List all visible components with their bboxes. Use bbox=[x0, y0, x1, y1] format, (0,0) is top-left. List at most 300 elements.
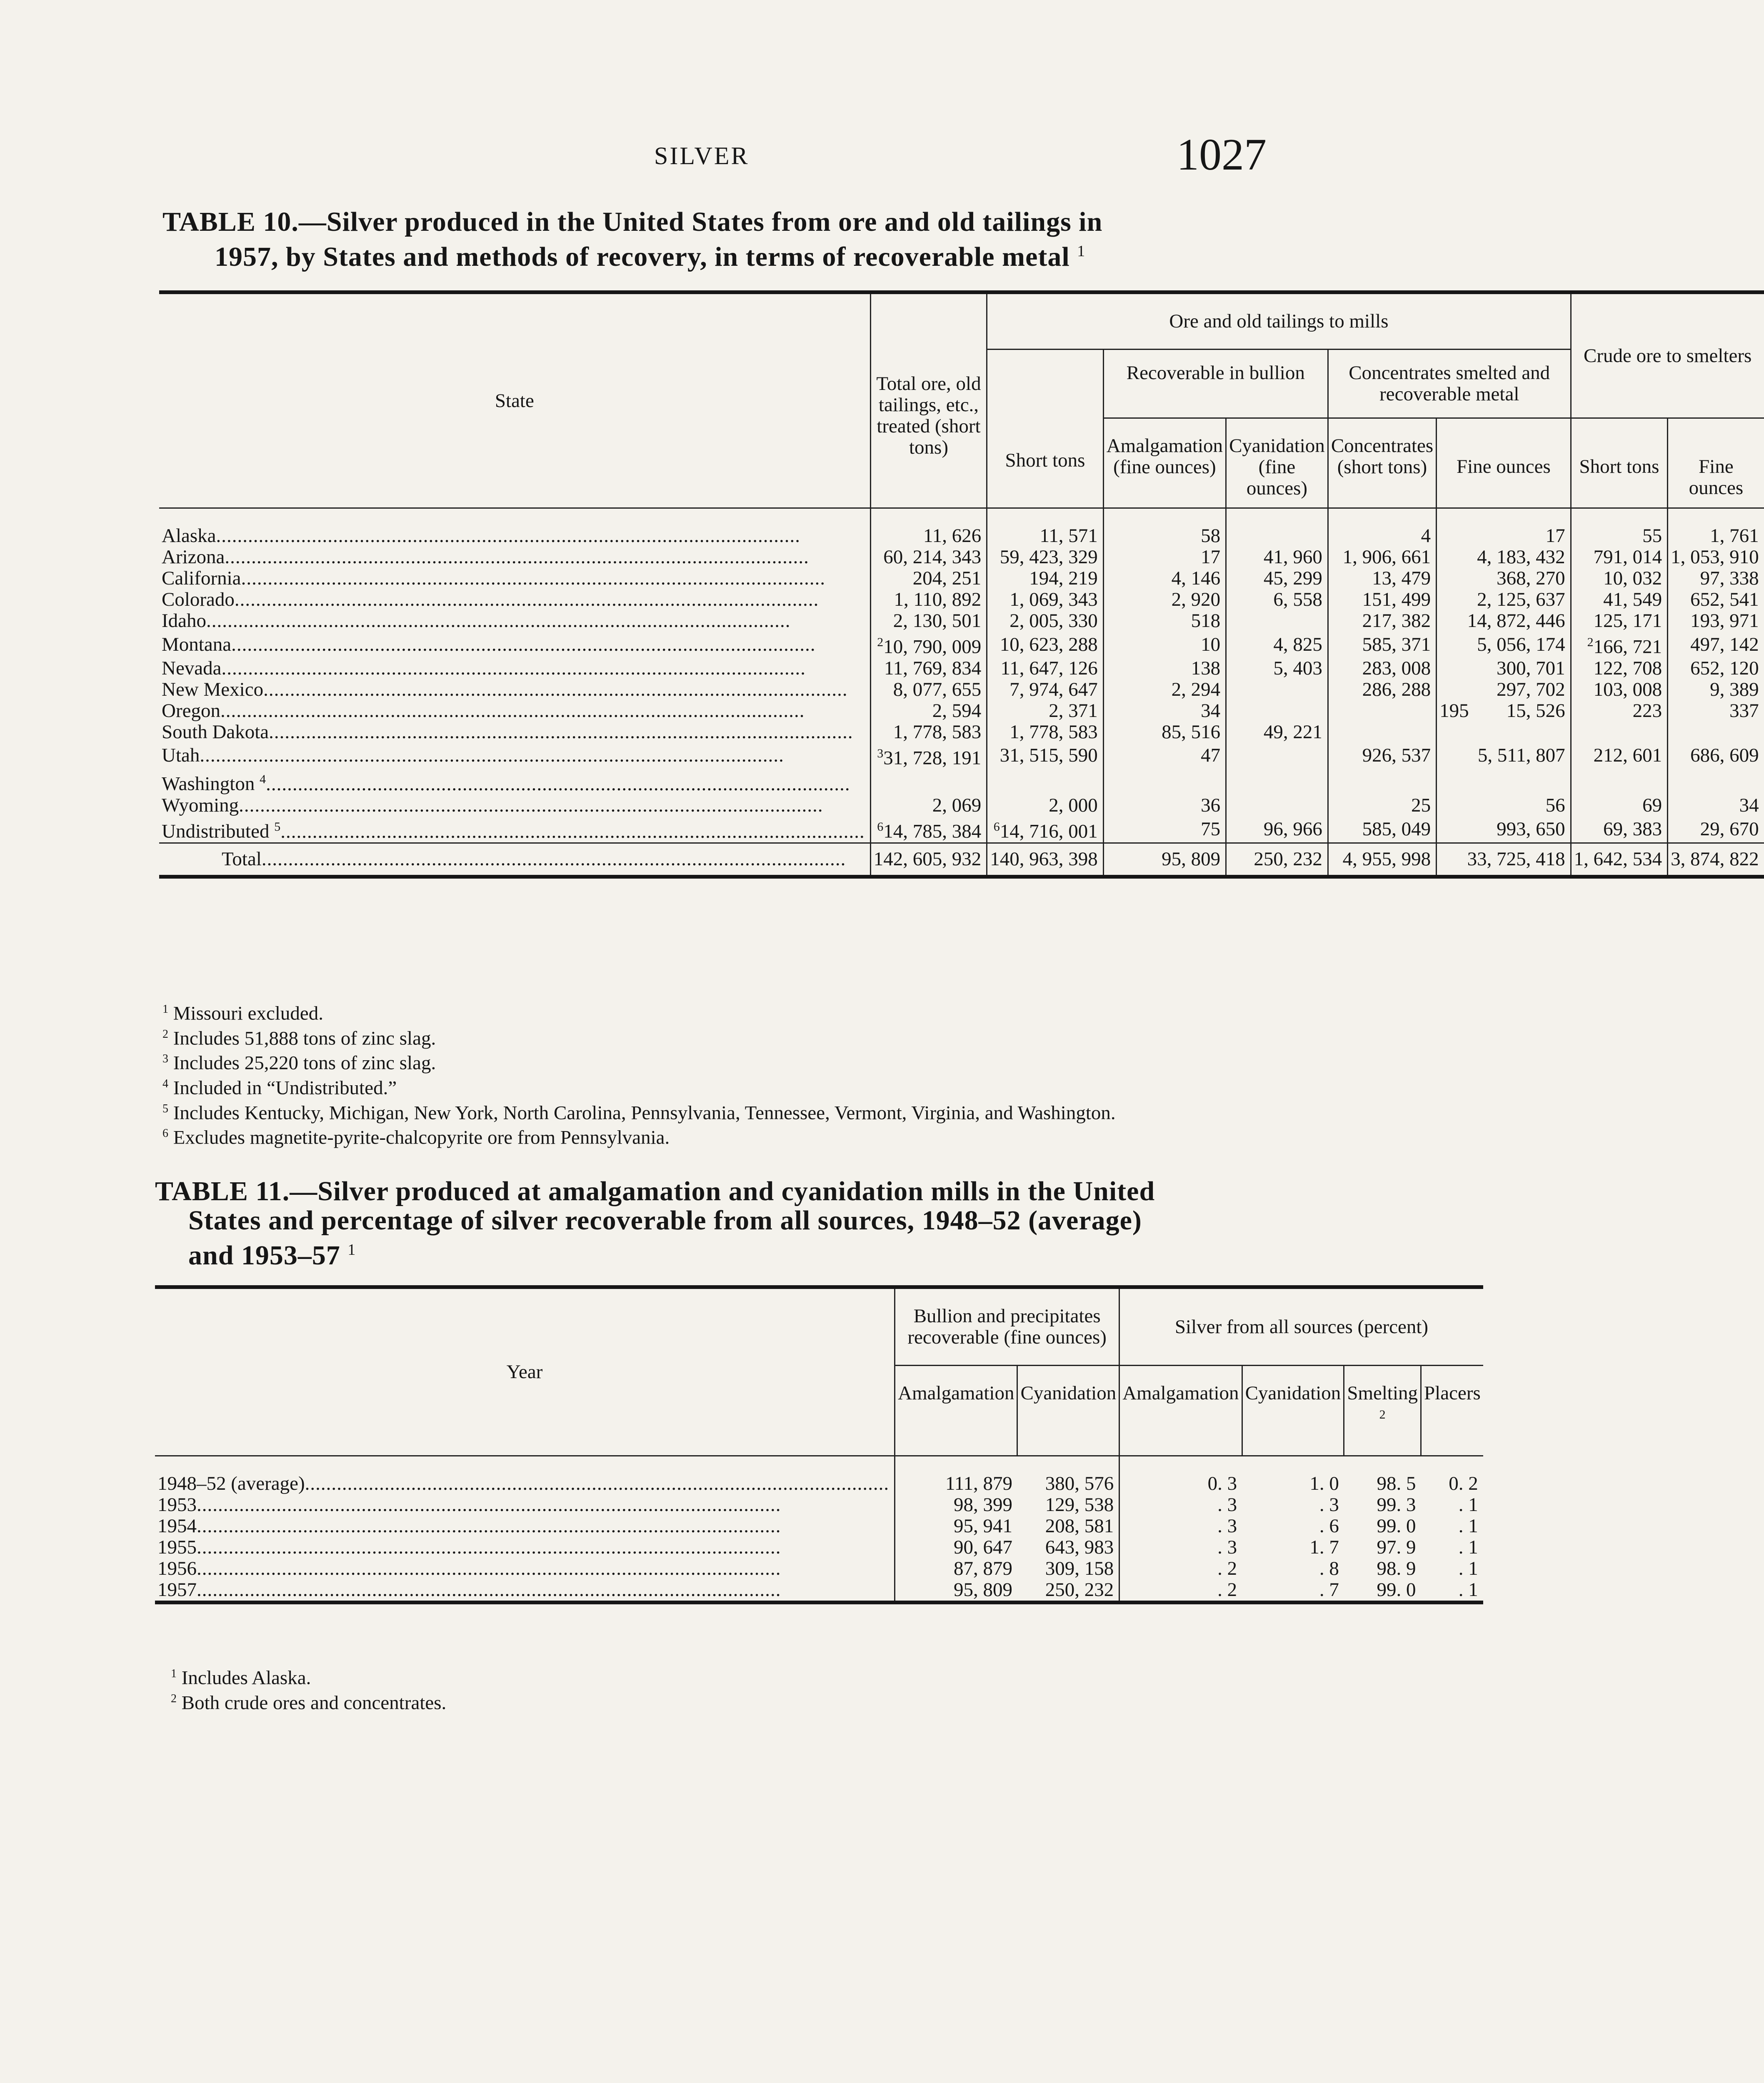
bullion-cyanidation-cell-value: 380, 576 bbox=[1045, 1472, 1114, 1494]
table-row bbox=[159, 632, 1764, 658]
short-tons-cell bbox=[987, 743, 1104, 769]
crude-short-tons-cell bbox=[1571, 743, 1668, 769]
crude-short-tons-cell bbox=[1571, 589, 1668, 610]
bullion-cyanidation-cell-value: 309, 158 bbox=[1045, 1557, 1114, 1579]
footnote bbox=[162, 1074, 1262, 1099]
amalgamation-cell-value: 85, 516 bbox=[1162, 721, 1221, 743]
state-name: Utah bbox=[162, 744, 200, 767]
state-name: Wyoming bbox=[162, 794, 239, 816]
short-tons-cell bbox=[987, 547, 1104, 568]
table-11-caption-line-3 bbox=[155, 1235, 1263, 1270]
concentrates-cell-value: 286, 288 bbox=[1362, 678, 1431, 700]
total-fine-ounces: 33, 725, 418 bbox=[1437, 843, 1571, 877]
table-row bbox=[155, 1456, 1483, 1494]
table-10-caption-line-1: TABLE 10.—Silver produced in the United States from ore and old tailings in bbox=[162, 207, 1103, 237]
bullion-amalgamation-cell-value: 87, 879 bbox=[953, 1557, 1012, 1579]
pct-cyanidation-cell-value: . 3 bbox=[1319, 1494, 1339, 1516]
cyanidation-cell bbox=[1226, 795, 1328, 816]
short-tons-cell bbox=[987, 700, 1104, 722]
short-tons-cell-value: 14, 716, 001 bbox=[999, 820, 1098, 842]
state-label bbox=[162, 769, 865, 795]
fine-ounces-cell bbox=[1437, 769, 1571, 795]
crude-fine-ounces-cell-value: 34 bbox=[1739, 794, 1759, 816]
state-cell bbox=[159, 700, 870, 722]
fine-ounces-cell bbox=[1437, 508, 1571, 547]
year-cell bbox=[155, 1558, 895, 1579]
table-row bbox=[159, 568, 1764, 589]
total-crude-fine-ounces: 3, 874, 822 bbox=[1668, 843, 1764, 877]
footnote bbox=[162, 1123, 1262, 1148]
fine-ounces-cell-value: 297, 702 bbox=[1497, 678, 1565, 700]
year-label bbox=[157, 1537, 889, 1558]
crude-fine-ounces-cell-value: 686, 609 bbox=[1690, 744, 1759, 767]
page-header bbox=[158, 129, 1267, 180]
total-ore: 142, 605, 932 bbox=[870, 843, 987, 877]
table-row bbox=[155, 1494, 1483, 1516]
short-tons-cell bbox=[987, 589, 1104, 610]
pct-amalgamation-cell bbox=[1119, 1494, 1242, 1516]
amalgamation-cell bbox=[1103, 547, 1226, 568]
footnote bbox=[171, 1663, 837, 1688]
pct-amalgamation-cell-value: 0. 3 bbox=[1207, 1472, 1237, 1494]
state-name: Idaho bbox=[162, 610, 207, 632]
short-tons-cell-value: 59, 423, 329 bbox=[999, 546, 1098, 568]
smelting-footnote-mark: 2 bbox=[1379, 1408, 1386, 1421]
fine-ounces-cell bbox=[1437, 547, 1571, 568]
crude-short-tons-cell bbox=[1571, 679, 1668, 700]
fine-ounces-cell bbox=[1437, 568, 1571, 589]
table-row bbox=[155, 1516, 1483, 1537]
short-tons-cell bbox=[987, 722, 1104, 743]
total-ore-cell bbox=[870, 632, 987, 658]
state-cell bbox=[159, 547, 870, 568]
crude-fine-ounces-cell bbox=[1668, 700, 1764, 722]
cyanidation-cell bbox=[1226, 722, 1328, 743]
crude-short-tons-cell-value: 791, 014 bbox=[1593, 546, 1662, 568]
state-name: New Mexico bbox=[162, 678, 264, 700]
col-header-cyanidation: Cyanidation bbox=[1017, 1366, 1119, 1456]
fine-ounces-cell-value: 17 bbox=[1545, 525, 1565, 547]
short-tons-cell-value: 2, 005, 330 bbox=[1009, 610, 1098, 632]
crude-fine-ounces-cell-value: 9, 389 bbox=[1710, 678, 1759, 700]
fine-ounces-cell bbox=[1437, 795, 1571, 816]
crude-short-tons-cell-footnote-mark: 2 bbox=[1587, 635, 1594, 649]
table-11-body bbox=[155, 1456, 1483, 1602]
state-cell bbox=[159, 816, 870, 843]
year-label bbox=[157, 1494, 889, 1516]
crude-fine-ounces-cell-value: 29, 670 bbox=[1700, 818, 1759, 840]
amalgamation-cell-value: 518 bbox=[1191, 610, 1221, 632]
bullion-cyanidation-cell-value: 208, 581 bbox=[1045, 1515, 1114, 1537]
short-tons-cell-value: 7, 974, 647 bbox=[1009, 678, 1098, 700]
state-name: Nevada bbox=[162, 657, 222, 679]
total-ore-cell-value: 2, 130, 501 bbox=[893, 610, 982, 632]
total-ore-cell-value: 1, 778, 583 bbox=[893, 721, 982, 743]
cyanidation-cell bbox=[1226, 589, 1328, 610]
pct-amalgamation-cell-value: . 3 bbox=[1217, 1515, 1237, 1537]
total-ore-cell bbox=[870, 547, 987, 568]
total-ore-cell-value: 31, 728, 191 bbox=[883, 747, 982, 769]
short-tons-cell bbox=[987, 816, 1104, 843]
crude-short-tons-cell bbox=[1571, 769, 1668, 795]
table-row bbox=[159, 769, 1764, 795]
crude-short-tons-cell-value: 69 bbox=[1642, 794, 1662, 816]
running-title: SILVER bbox=[654, 142, 750, 170]
table-row bbox=[159, 679, 1764, 700]
total-amalgamation: 95, 809 bbox=[1103, 843, 1226, 877]
pct-amalgamation-cell-value: . 2 bbox=[1217, 1557, 1237, 1579]
pct-cyanidation-cell bbox=[1242, 1558, 1344, 1579]
state-label bbox=[162, 679, 865, 700]
pct-amalgamation-cell-value: . 3 bbox=[1217, 1494, 1237, 1516]
concentrates-cell bbox=[1328, 589, 1436, 610]
crude-fine-ounces-cell bbox=[1668, 589, 1764, 610]
total-ore-cell bbox=[870, 722, 987, 743]
col-header-crude-fine-ounces: Fine ounces bbox=[1668, 418, 1764, 508]
fine-ounces-cell-value: 56 bbox=[1545, 794, 1565, 816]
crude-short-tons-cell bbox=[1571, 816, 1668, 843]
concentrates-cell-value: 13, 479 bbox=[1372, 567, 1431, 589]
amalgamation-cell bbox=[1103, 722, 1226, 743]
year-cell bbox=[155, 1494, 895, 1516]
bullion-amalgamation-cell bbox=[895, 1516, 1017, 1537]
col-header-ore-to-mills: Ore and old tailings to mills bbox=[987, 292, 1571, 350]
state-label bbox=[162, 816, 865, 842]
year-name: 1953 bbox=[157, 1494, 197, 1516]
col-header-state: State bbox=[159, 292, 870, 508]
amalgamation-cell bbox=[1103, 816, 1226, 843]
concentrates-cell bbox=[1328, 658, 1436, 679]
crude-short-tons-cell-value: 103, 008 bbox=[1593, 678, 1662, 700]
bullion-amalgamation-cell-value: 111, 879 bbox=[945, 1472, 1012, 1494]
bullion-cyanidation-cell bbox=[1017, 1516, 1119, 1537]
table-10-caption-footnote-mark: 1 bbox=[1077, 242, 1086, 260]
crude-fine-ounces-cell-value: 652, 541 bbox=[1690, 589, 1759, 610]
pct-smelting-cell bbox=[1344, 1537, 1421, 1558]
pct-smelting-cell-value: 97. 9 bbox=[1377, 1536, 1416, 1558]
pct-cyanidation-cell-value: . 8 bbox=[1319, 1557, 1339, 1579]
year-name: 1954 bbox=[157, 1515, 197, 1537]
short-tons-cell-value: 11, 571 bbox=[1039, 525, 1098, 547]
pct-cyanidation-cell-value: . 7 bbox=[1319, 1578, 1339, 1601]
pct-placers-cell-value: . 1 bbox=[1458, 1536, 1478, 1558]
year-name: 1957 bbox=[157, 1578, 197, 1601]
concentrates-cell bbox=[1328, 795, 1436, 816]
total-ore-cell bbox=[870, 743, 987, 769]
table-row bbox=[155, 1558, 1483, 1579]
state-label bbox=[162, 658, 865, 679]
bullion-amalgamation-cell bbox=[895, 1456, 1017, 1494]
pct-cyanidation-cell bbox=[1242, 1456, 1344, 1494]
total-ore-cell-value: 10, 790, 009 bbox=[883, 636, 982, 658]
amalgamation-cell bbox=[1103, 568, 1226, 589]
total-ore-cell bbox=[870, 610, 987, 632]
fine-ounces-cell-value: 4, 183, 432 bbox=[1477, 546, 1565, 568]
pct-placers-cell bbox=[1421, 1494, 1483, 1516]
fine-ounces-cell bbox=[1437, 816, 1571, 843]
table-row bbox=[159, 658, 1764, 679]
pct-amalgamation-cell bbox=[1119, 1456, 1242, 1494]
table-10-footnotes bbox=[162, 999, 1262, 1148]
concentrates-cell bbox=[1328, 816, 1436, 843]
short-tons-cell bbox=[987, 658, 1104, 679]
state-cell bbox=[159, 508, 870, 547]
amalgamation-cell-value: 36 bbox=[1201, 794, 1221, 816]
pct-cyanidation-cell-value: 1. 7 bbox=[1309, 1536, 1339, 1558]
year-cell bbox=[155, 1456, 895, 1494]
pct-amalgamation-cell bbox=[1119, 1516, 1242, 1537]
state-name: Alaska bbox=[162, 525, 216, 547]
crude-short-tons-cell-value: 166, 721 bbox=[1593, 636, 1662, 658]
amalgamation-cell-value: 75 bbox=[1201, 818, 1221, 840]
state-name: South Dakota bbox=[162, 721, 269, 743]
table-row bbox=[155, 1579, 1483, 1603]
total-ore-cell bbox=[870, 795, 987, 816]
total-short-tons: 140, 963, 398 bbox=[987, 843, 1104, 877]
short-tons-cell-value: 1, 778, 583 bbox=[1009, 721, 1098, 743]
pct-placers-cell bbox=[1421, 1558, 1483, 1579]
table-row bbox=[159, 743, 1764, 769]
table-11-caption-line-2: States and percentage of silver recoverable from all sources, 1948–52 (average) bbox=[188, 1205, 1142, 1236]
col-header-total-ore: Total ore, old tailings, etc., treated (short tons) bbox=[870, 292, 987, 508]
total-ore-cell bbox=[870, 679, 987, 700]
total-ore-cell-value: 2, 069 bbox=[932, 794, 982, 816]
crude-fine-ounces-cell-value: 497, 142 bbox=[1690, 633, 1759, 655]
crude-fine-ounces-cell-value: 1, 761 bbox=[1710, 525, 1759, 547]
amalgamation-cell bbox=[1103, 769, 1226, 795]
fine-ounces-value: 195 bbox=[1439, 699, 1469, 722]
amalgamation-cell-value: 138 bbox=[1191, 657, 1221, 679]
state-label bbox=[162, 525, 865, 547]
concentrates-cell bbox=[1328, 679, 1436, 700]
cyanidation-cell-value: 49, 221 bbox=[1263, 721, 1322, 743]
short-tons-cell-value: 2, 000 bbox=[1049, 794, 1098, 816]
year-label bbox=[157, 1473, 889, 1494]
year-label bbox=[157, 1558, 889, 1579]
amalgamation-cell bbox=[1103, 589, 1226, 610]
concentrates-cell-value: 585, 371 bbox=[1362, 633, 1431, 655]
concentrates-cell bbox=[1328, 769, 1436, 795]
concentrates-cell bbox=[1328, 568, 1436, 589]
cyanidation-cell-value: 41, 960 bbox=[1263, 546, 1322, 568]
col-header-crude-ore: Crude ore to smelters bbox=[1571, 292, 1764, 418]
crude-fine-ounces-cell-value: 193, 971 bbox=[1690, 610, 1759, 632]
footnote-text: Includes Alaska. bbox=[181, 1667, 311, 1689]
state-cell bbox=[159, 679, 870, 700]
year-name: 1955 bbox=[157, 1536, 197, 1558]
crude-short-tons-cell bbox=[1571, 722, 1668, 743]
state-cell bbox=[159, 722, 870, 743]
pct-cyanidation-cell bbox=[1242, 1494, 1344, 1516]
bullion-cyanidation-cell bbox=[1017, 1494, 1119, 1516]
concentrates-cell bbox=[1328, 610, 1436, 632]
state-label bbox=[162, 745, 865, 766]
fine-ounces-cell-value: 2, 125, 637 bbox=[1477, 589, 1565, 610]
pct-amalgamation-cell-value: . 2 bbox=[1217, 1578, 1237, 1601]
pct-amalgamation-cell bbox=[1119, 1537, 1242, 1558]
state-name: Washington bbox=[162, 773, 255, 795]
crude-short-tons-cell bbox=[1571, 568, 1668, 589]
table-row bbox=[159, 508, 1764, 547]
pct-smelting-cell-value: 99. 3 bbox=[1377, 1494, 1416, 1516]
col-header-recoverable-bullion: Recoverable in bullion bbox=[1103, 350, 1328, 418]
concentrates-cell-value: 4 bbox=[1421, 525, 1431, 547]
table-10-caption bbox=[162, 207, 1267, 272]
crude-fine-ounces-cell bbox=[1668, 568, 1764, 589]
total-ore-cell bbox=[870, 568, 987, 589]
concentrates-cell-value: 1, 906, 661 bbox=[1342, 546, 1431, 568]
footnote-text: Included in “Undistributed.” bbox=[173, 1077, 397, 1099]
bullion-amalgamation-cell bbox=[895, 1537, 1017, 1558]
amalgamation-cell bbox=[1103, 700, 1226, 722]
bullion-amalgamation-cell bbox=[895, 1579, 1017, 1603]
short-tons-cell bbox=[987, 568, 1104, 589]
cyanidation-cell bbox=[1226, 547, 1328, 568]
pct-smelting-cell bbox=[1344, 1494, 1421, 1516]
crude-fine-ounces-cell bbox=[1668, 508, 1764, 547]
table-row bbox=[159, 700, 1764, 722]
total-ore-cell-value: 204, 251 bbox=[912, 567, 982, 589]
col-header-bullion: Bullion and precipitates recoverable (fine ounces) bbox=[895, 1287, 1119, 1366]
footnote bbox=[162, 1099, 1262, 1124]
cyanidation-cell bbox=[1226, 816, 1328, 843]
state-label bbox=[162, 568, 865, 589]
footnote-text: Excludes magnetite-pyrite-chalcopyrite ore from Pennsylvania. bbox=[173, 1126, 670, 1149]
pct-placers-cell-value: . 1 bbox=[1458, 1494, 1478, 1516]
fine-ounces-cell-value: 300, 701 bbox=[1497, 657, 1565, 679]
pct-smelting-cell-value: 99. 0 bbox=[1377, 1578, 1416, 1601]
short-tons-cell-value: 2, 371 bbox=[1049, 699, 1098, 722]
crude-short-tons-cell-value: 223 bbox=[1632, 699, 1662, 722]
concentrates-cell-value: 151, 499 bbox=[1362, 589, 1431, 610]
pct-placers-cell bbox=[1421, 1456, 1483, 1494]
footnote bbox=[162, 1049, 1262, 1074]
crude-fine-ounces-cell-value: 97, 338 bbox=[1700, 567, 1759, 589]
total-ore-cell-value: 11, 769, 834 bbox=[884, 657, 982, 679]
crude-short-tons-cell bbox=[1571, 632, 1668, 658]
col-header-pct-cyanidation: Cyanidation bbox=[1242, 1366, 1344, 1456]
crude-short-tons-cell bbox=[1571, 610, 1668, 632]
short-tons-cell-value: 1, 069, 343 bbox=[1009, 589, 1098, 610]
concentrates-cell-value: 926, 537 bbox=[1362, 744, 1431, 767]
concentrates-cell-value: 283, 008 bbox=[1362, 657, 1431, 679]
footnote-mark: 4 bbox=[162, 1077, 168, 1090]
state-cell bbox=[159, 743, 870, 769]
total-ore-cell bbox=[870, 816, 987, 843]
pct-cyanidation-cell bbox=[1242, 1579, 1344, 1603]
crude-short-tons-cell bbox=[1571, 547, 1668, 568]
short-tons-cell-value: 11, 647, 126 bbox=[1000, 657, 1098, 679]
crude-fine-ounces-cell-value: 1, 053, 910 bbox=[1671, 546, 1759, 568]
state-cell bbox=[159, 658, 870, 679]
amalgamation-cell-value: 47 bbox=[1201, 744, 1221, 767]
bullion-amalgamation-cell-value: 95, 941 bbox=[953, 1515, 1012, 1537]
total-ore-cell-footnote-mark: 3 bbox=[877, 746, 884, 760]
state-name: Montana bbox=[162, 633, 232, 655]
state-name: Colorado bbox=[162, 589, 235, 610]
fine-ounces-cell bbox=[1437, 658, 1571, 679]
crude-fine-ounces-cell bbox=[1668, 632, 1764, 658]
pct-cyanidation-cell-value: 1. 0 bbox=[1309, 1472, 1339, 1494]
footnote bbox=[162, 1024, 1262, 1049]
crude-fine-ounces-cell bbox=[1668, 610, 1764, 632]
amalgamation-cell bbox=[1103, 795, 1226, 816]
amalgamation-cell bbox=[1103, 658, 1226, 679]
amalgamation-cell bbox=[1103, 632, 1226, 658]
bullion-cyanidation-cell-value: 129, 538 bbox=[1045, 1494, 1114, 1516]
table-row bbox=[159, 589, 1764, 610]
amalgamation-cell-value: 34 bbox=[1201, 699, 1221, 722]
state-cell bbox=[159, 769, 870, 795]
footnote-mark: 5 bbox=[162, 1102, 168, 1115]
total-ore-cell bbox=[870, 769, 987, 795]
fine-ounces-cell bbox=[1437, 743, 1571, 769]
col-header-fine-ounces: Fine ounces bbox=[1437, 418, 1571, 508]
concentrates-cell bbox=[1328, 632, 1436, 658]
state-cell bbox=[159, 795, 870, 816]
concentrates-cell bbox=[1328, 700, 1436, 722]
fine-ounces-cell bbox=[1437, 722, 1571, 743]
fine-ounces-cell-value: 368, 270 bbox=[1497, 567, 1565, 589]
table-10 bbox=[159, 290, 1764, 879]
concentrates-cell bbox=[1328, 743, 1436, 769]
footnote-text: Both crude ores and concentrates. bbox=[181, 1692, 447, 1714]
short-tons-cell bbox=[987, 769, 1104, 795]
pct-smelting-cell-value: 98. 5 bbox=[1377, 1472, 1416, 1494]
amalgamation-cell bbox=[1103, 610, 1226, 632]
col-header-concentrates: Concentrates (short tons) bbox=[1328, 418, 1436, 508]
fine-ounces-cell-value: 993, 650 bbox=[1497, 818, 1565, 840]
table-11-caption-footnote-mark: 1 bbox=[347, 1241, 356, 1259]
cyanidation-cell-value: 4, 825 bbox=[1273, 633, 1322, 655]
pct-amalgamation-cell bbox=[1119, 1579, 1242, 1603]
state-cell bbox=[159, 610, 870, 632]
table-row bbox=[159, 547, 1764, 568]
amalgamation-cell-value: 4, 146 bbox=[1171, 567, 1221, 589]
bullion-cyanidation-cell bbox=[1017, 1456, 1119, 1494]
crude-short-tons-cell-value: 212, 601 bbox=[1593, 744, 1662, 767]
pct-placers-cell bbox=[1421, 1537, 1483, 1558]
pct-smelting-cell-value: 98. 9 bbox=[1377, 1557, 1416, 1579]
cyanidation-cell-value: 6, 558 bbox=[1273, 589, 1322, 610]
concentrates-cell bbox=[1328, 547, 1436, 568]
cyanidation-cell bbox=[1226, 610, 1328, 632]
short-tons-cell bbox=[987, 632, 1104, 658]
state-name: Undistributed bbox=[162, 820, 270, 842]
bullion-amalgamation-cell bbox=[895, 1494, 1017, 1516]
concentrates-cell bbox=[1328, 722, 1436, 743]
crude-short-tons-cell bbox=[1571, 508, 1668, 547]
cyanidation-cell bbox=[1226, 568, 1328, 589]
total-ore-cell-value: 2, 594 bbox=[932, 699, 982, 722]
crude-short-tons-cell bbox=[1571, 658, 1668, 679]
cyanidation-cell-value: 96, 966 bbox=[1263, 818, 1322, 840]
short-tons-cell bbox=[987, 795, 1104, 816]
page-number: 1027 bbox=[1177, 130, 1267, 180]
table-row bbox=[159, 816, 1764, 843]
state-footnote-mark: 4 bbox=[260, 772, 266, 787]
table-row bbox=[159, 795, 1764, 816]
short-tons-cell bbox=[987, 679, 1104, 700]
concentrates-cell-value: 585, 049 bbox=[1362, 818, 1431, 840]
fine-ounces-cell bbox=[1437, 700, 1571, 722]
total-ore-cell-value: 14, 785, 384 bbox=[883, 820, 982, 842]
amalgamation-cell bbox=[1103, 508, 1226, 547]
col-header-concentrates-group: Concentrates smelted and recoverable metal bbox=[1328, 350, 1571, 418]
table-11-caption-text: and 1953–57 bbox=[188, 1240, 340, 1271]
table-11-footnotes bbox=[171, 1663, 837, 1713]
amalgamation-cell-value: 2, 920 bbox=[1171, 589, 1221, 610]
